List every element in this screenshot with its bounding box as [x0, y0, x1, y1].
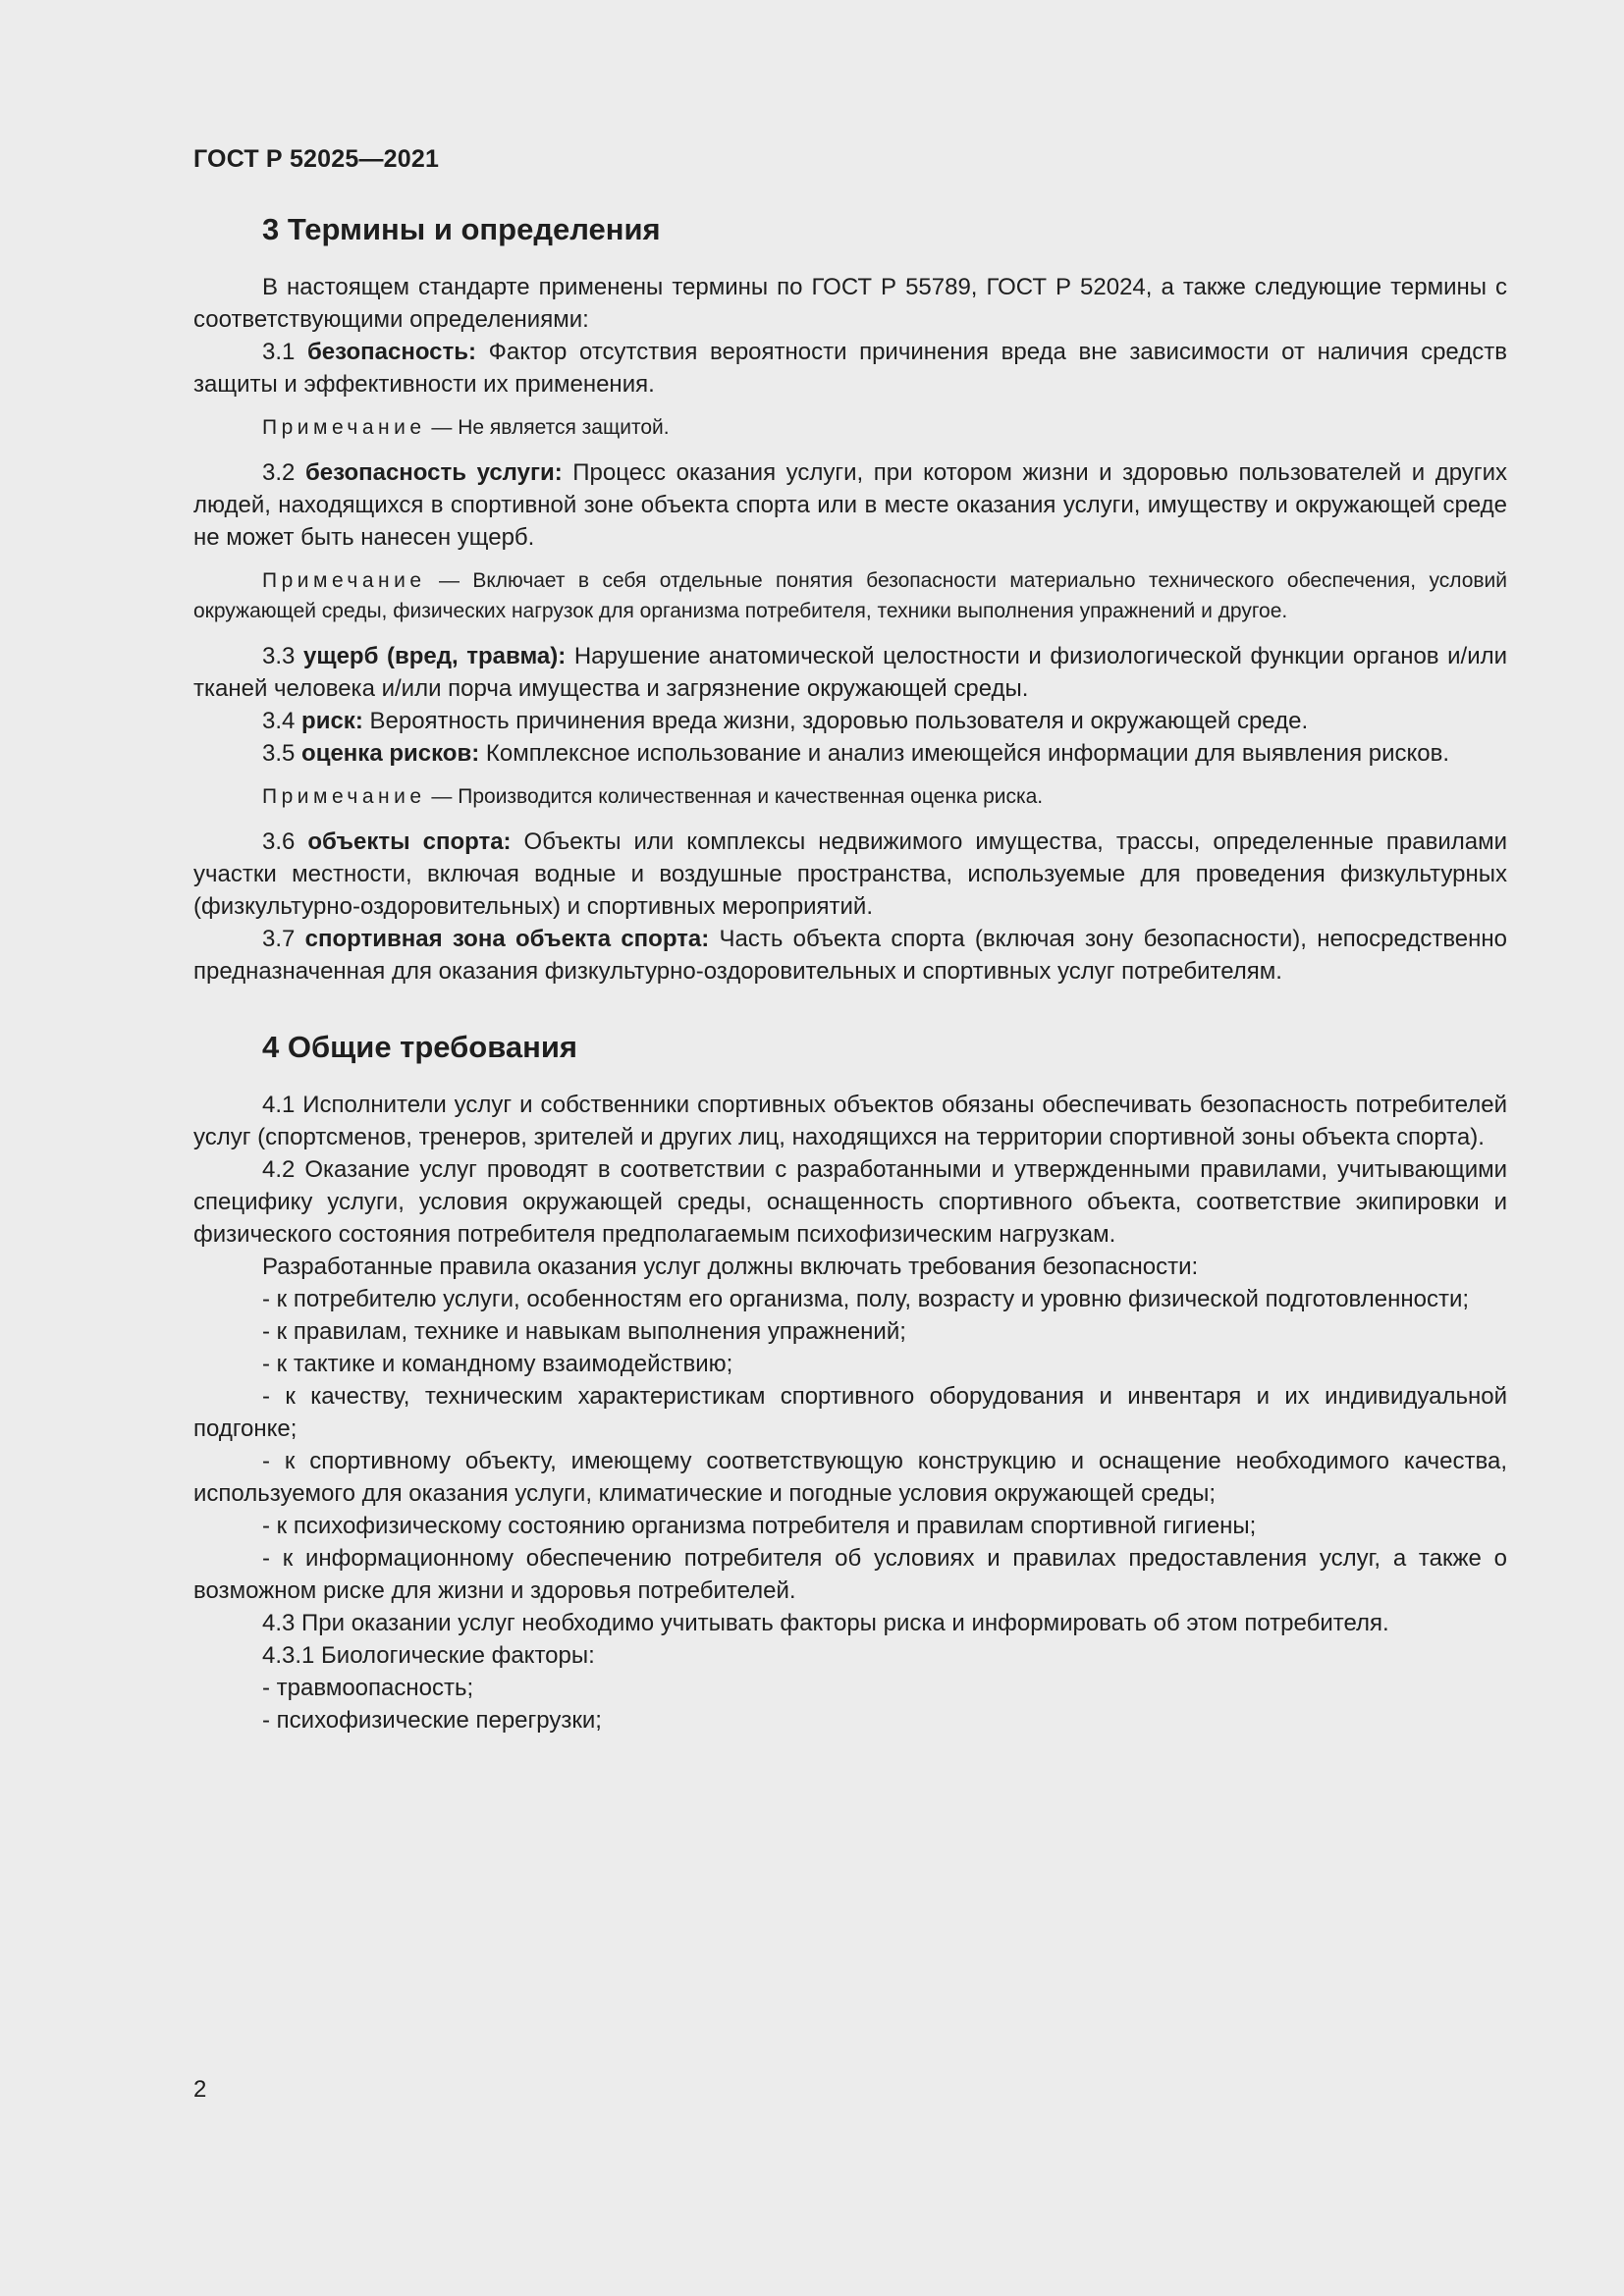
list-item: - к тактике и командному взаимодействию;	[262, 1351, 733, 1378]
term-label: безопасность услуги:	[304, 459, 563, 487]
section-heading-3: 3 Термины и определения	[262, 212, 661, 246]
term-definition: 3.4 риск: Вероятность причинения вреда жизни, здоровью пользователя и окружающей среде.	[262, 708, 1309, 735]
term-label: ущерб (вред, травма):	[302, 643, 567, 670]
list-item: - к информационному обеспечению потребителя об условиях и правилах предоставления услуг, а также о возможном риске для жизни и здоровья потребителей.	[193, 1545, 1507, 1605]
paragraph: 4.3 При оказании услуг необходимо учитывать факторы риска и информировать об этом потребителя.	[262, 1610, 1389, 1637]
term-definition: 3.2 безопасность услуги: Процесс оказания услуги, при котором жизни и здоровью пользователей и других людей, находящихся в спортивной зоне объекта спорта или в месте оказания услуги, имуществу и окружающей среде не может быть нанесен ущерб.	[193, 459, 1508, 552]
term-label: риск:	[301, 708, 363, 735]
paragraph: 4.1 Исполнители услуг и собственники спортивных объектов обязаны обеспечивать безопасность потребителей услуг (спортсменов, тренеров, зрителей и других лиц, находящихся на территории спортивной зоны объекта спорта).	[193, 1092, 1507, 1151]
term-definition: 3.6 объекты спорта: Объекты или комплексы недвижимого имущества, трассы, определенные правилами участки местности, включая водные и воздушные пространства, используемые для проведения физкультурных (физкультурно-оздоровительных) и спортивных мероприятий.	[193, 828, 1508, 921]
paragraph: 4.3.1 Биологические факторы:	[262, 1642, 595, 1670]
paragraph: В настоящем стандарте применены термины по ГОСТ Р 55789, ГОСТ Р 52024, а также следующие термины с соответствующими определениями:	[193, 274, 1507, 334]
paragraph: Разработанные правила оказания услуг должны включать требования безопасности:	[262, 1254, 1199, 1281]
term-definition: 3.5 оценка рисков: Комплексное использование и анализ имеющейся информации для выявления рисков.	[262, 740, 1450, 768]
list-item: - к спортивному объекту, имеющему соответствующую конструкцию и оснащение необходимого качества, используемого для оказания услуги, климатические и погодные условия окружающей среды;	[193, 1448, 1507, 1508]
term-label: объекты спорта:	[307, 828, 512, 856]
paragraph: 4.2 Оказание услуг проводят в соответствии с разработанными и утвержденными правилами, учитывающими специфику услуги, условия окружающей среды, оснащенность спортивного объекта, соответствие экипировки и физического состояния потребителя предполагаемым психофизическим нагрузкам.	[193, 1156, 1507, 1249]
section-heading-4: 4 Общие требования	[262, 1030, 577, 1065]
note: Примечание — Включает в себя отдельные понятия безопасности материально технического обеспечения, условий окружающей среды, физических нагрузок для организма потребителя, техники выполнения упражнений и другое.	[193, 569, 1507, 623]
list-item: - психофизические перегрузки;	[262, 1707, 602, 1735]
term-definition: 3.1 безопасность: Фактор отсутствия вероятности причинения вреда вне зависимости от наличия средств защиты и эффективности их применения.	[193, 339, 1507, 399]
note: Примечание — Производится количественная и качественная оценка риска.	[262, 785, 1044, 809]
page-number: 2	[193, 2076, 207, 2103]
list-item: - к психофизическому состоянию организма потребителя и правилам спортивной гигиены;	[262, 1513, 1257, 1540]
term-definition: 3.7 спортивная зона объекта спорта: Часть объекта спорта (включая зону безопасности), непосредственно предназначенная для оказания физкультурно-оздоровительных и спортивных услуг потребителям.	[193, 926, 1507, 986]
list-item: - к качеству, техническим характеристикам спортивного оборудования и инвентаря и их индивидуальной подгонке;	[193, 1383, 1507, 1443]
term-label: оценка рисков:	[301, 740, 480, 768]
list-item: - травмоопасность;	[262, 1675, 474, 1702]
list-item: - к правилам, технике и навыкам выполнения упражнений;	[262, 1318, 906, 1346]
document-page	[193, 145, 1507, 1736]
term-label: безопасность:	[306, 339, 477, 366]
term-label: спортивная зона объекта спорта:	[304, 926, 710, 953]
section-3-body	[193, 271, 1507, 988]
document-code: ГОСТ Р 52025—2021	[193, 145, 440, 173]
term-definition: 3.3 ущерб (вред, травма): Нарушение анатомической целостности и физиологической функции органов и/или тканей человека и/или порча имущества и загрязнение окружающей среды.	[193, 643, 1508, 703]
list-item: - к потребителю услуги, особенностям его организма, полу, возрасту и уровню физической подготовленности;	[262, 1286, 1470, 1313]
note: Примечание — Не является защитой.	[262, 416, 670, 440]
section-4-body	[193, 1089, 1507, 1736]
